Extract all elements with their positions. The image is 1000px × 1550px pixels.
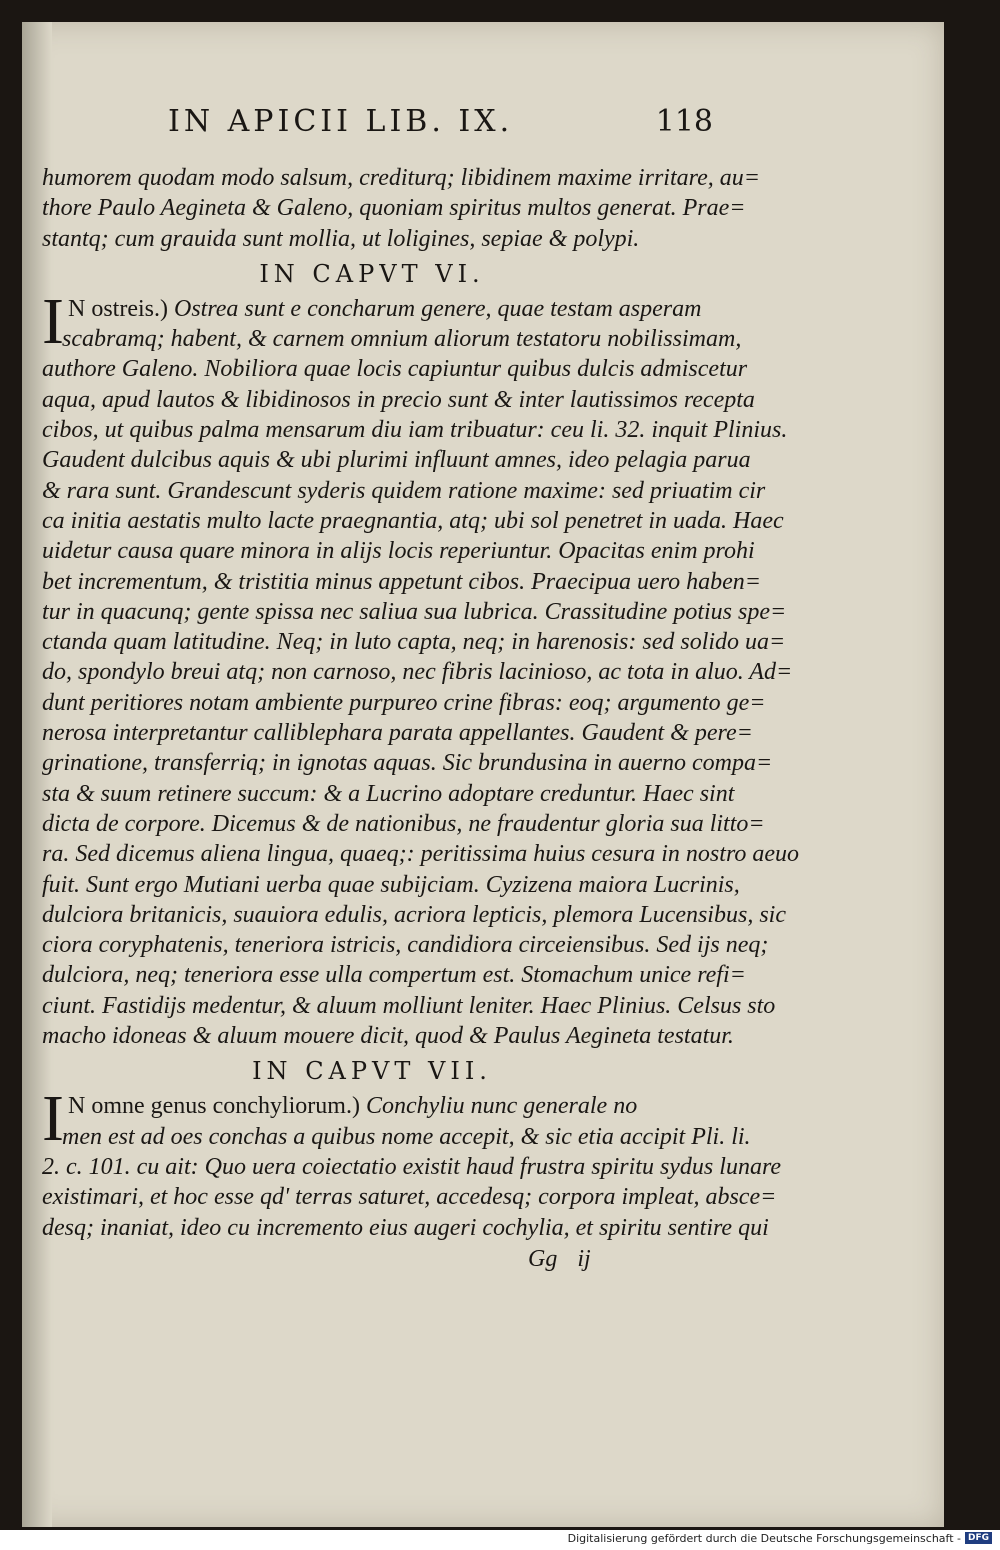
text-line: ciunt. Fastidijs medentur, & aluum molliunt leniter. Haec Plinius. Celsus sto: [42, 992, 776, 1019]
text-line: cibos, ut quibus palma mensarum diu iam tribuatur: ceu li. 32. inquit Plinius.: [42, 417, 788, 444]
text-line: dulciora britanicis, suauiora edulis, acriora lepticis, plemora Lucensibus, sic: [42, 901, 786, 928]
text-line: [42, 1091, 702, 1121]
running-head: IN APICII LIB. IX.: [168, 104, 514, 139]
text-line: bet incrementum, & tristitia minus appetunt cibos. Praecipua uero haben=: [42, 568, 761, 595]
text-line: ctanda quam latitudine. Neq; in luto capta, neq; in harenosis: sed solido ua=: [42, 629, 786, 656]
section-heading-caput-6: IN CAPVT VI.: [259, 259, 485, 288]
text-line: thore Paulo Aegineta & Galeno, quoniam spiritus multos generat. Prae=: [42, 195, 746, 222]
text-line: ra. Sed dicemus aliena lingua, quaeq;: peritissima huius cesura in nostro aeuo: [42, 841, 800, 868]
digitization-footer: [568, 1530, 992, 1546]
text-line: tur in quacunq; gente spissa nec saliua sua lubrica. Crassitudine potius spe=: [42, 598, 787, 625]
section-7-paragraph: [42, 1082, 782, 1242]
drop-cap: I: [42, 284, 64, 358]
text-line: men est ad oes conchas a quibus nome accepit, & sic etia accipit Pli. li.: [62, 1123, 751, 1150]
section-6-paragraph: [42, 284, 800, 1051]
text-line: scabramq; habent, & carnem omnium aliorum testatoru nobilissimam,: [62, 326, 742, 353]
footer-credit: Digitalisierung gefördert durch die Deutsche Forschungsgemeinschaft -: [567, 1531, 961, 1545]
dfg-logo: DFG: [965, 1532, 992, 1544]
text-line-rest: Conchyliu nunc generale no: [359, 1093, 638, 1120]
drop-cap: I: [42, 1082, 64, 1156]
text-line: Gaudent dulcibus aquis & ubi plurimi influunt amnes, ideo pelagia parua: [42, 447, 751, 474]
text-line: dulciora, neq; teneriora esse ulla compertum est. Stomachum unice refi=: [42, 962, 746, 989]
text-line: stantq; cum grauida sunt mollia, ut loligines, sepiae & polypi.: [42, 225, 640, 252]
text-line: dunt peritiores notam ambiente purpureo crine fibras: eoq; argumento ge=: [42, 689, 766, 716]
text-line: ca initia aestatis multo lacte praegnantia, atq; ubi sol penetret in uada. Haec: [42, 507, 784, 534]
lemma: N omne genus conchyliorum.): [68, 1093, 360, 1120]
text-line: dicta de corpore. Dicemus & de nationibus, ne fraudentur gloria sua litto=: [42, 810, 765, 837]
lemma: N ostreis.): [68, 295, 168, 322]
page-number: 118: [655, 104, 713, 139]
text-line: existimari, et hoc esse qd' terras saturet, accedesq; corpora impleat, absce=: [42, 1184, 777, 1211]
text-line: & rara sunt. Grandescunt syderis quidem ratione maxime: sed priuatim cir: [42, 477, 766, 504]
text-line: do, spondylo breui atq; non carnoso, nec fibris lacinioso, ac tota in aluo. Ad=: [42, 659, 793, 686]
page-header: [168, 100, 713, 140]
text-line: authore Galeno. Nobiliora quae locis capiuntur quibus dulcis admiscetur: [42, 356, 748, 383]
text-line: aqua, apud lautos & libidinosos in precio sunt & inter lautissimos recepta: [42, 386, 755, 413]
text-line: sta & suum retinere succum: & a Lucrino adoptare creduntur. Haec sint: [42, 780, 735, 807]
text-line: grinatione, transferriq; in ignotas aquas. Sic brundusina in auerno compa=: [42, 750, 773, 777]
text-line: macho idoneas & aluum mouere dicit, quod & Paulus Aegineta testatur.: [42, 1023, 734, 1050]
section-heading-caput-7: IN CAPVT VII.: [252, 1057, 492, 1086]
text-line: ciora coryphatenis, teneriora istricis, candidiora circeiensibus. Sed ijs neq;: [42, 932, 769, 959]
signature-mark: Gg ij: [528, 1246, 591, 1272]
text-line: uidetur causa quare minora in alijs locis reperiuntur. Opacitas enim prohi: [42, 538, 755, 565]
text-line: [42, 294, 702, 324]
text-line: 2. c. 101. cu ait: Quo uera coiectatio existit haud frustra spiritu sydus lunare: [42, 1153, 782, 1180]
text-line: desq; inaniat, ideo cu incremento eius augeri cochylia, et spiritu sentire qui: [42, 1214, 769, 1241]
page-body: [42, 163, 800, 1243]
text-line: nerosa interpretantur calliblephara parata appellantes. Gaudent & pere=: [42, 720, 753, 747]
text-line: fuit. Sunt ergo Mutiani uerba quae subijciam. Cyzizena maiora Lucrinis,: [42, 871, 740, 898]
text-line-rest: Ostrea sunt e concharum genere, quae testam asperam: [167, 295, 702, 322]
text-line: humorem quodam modo salsum, crediturq; libidinem maxime irritare, au=: [42, 165, 760, 191]
